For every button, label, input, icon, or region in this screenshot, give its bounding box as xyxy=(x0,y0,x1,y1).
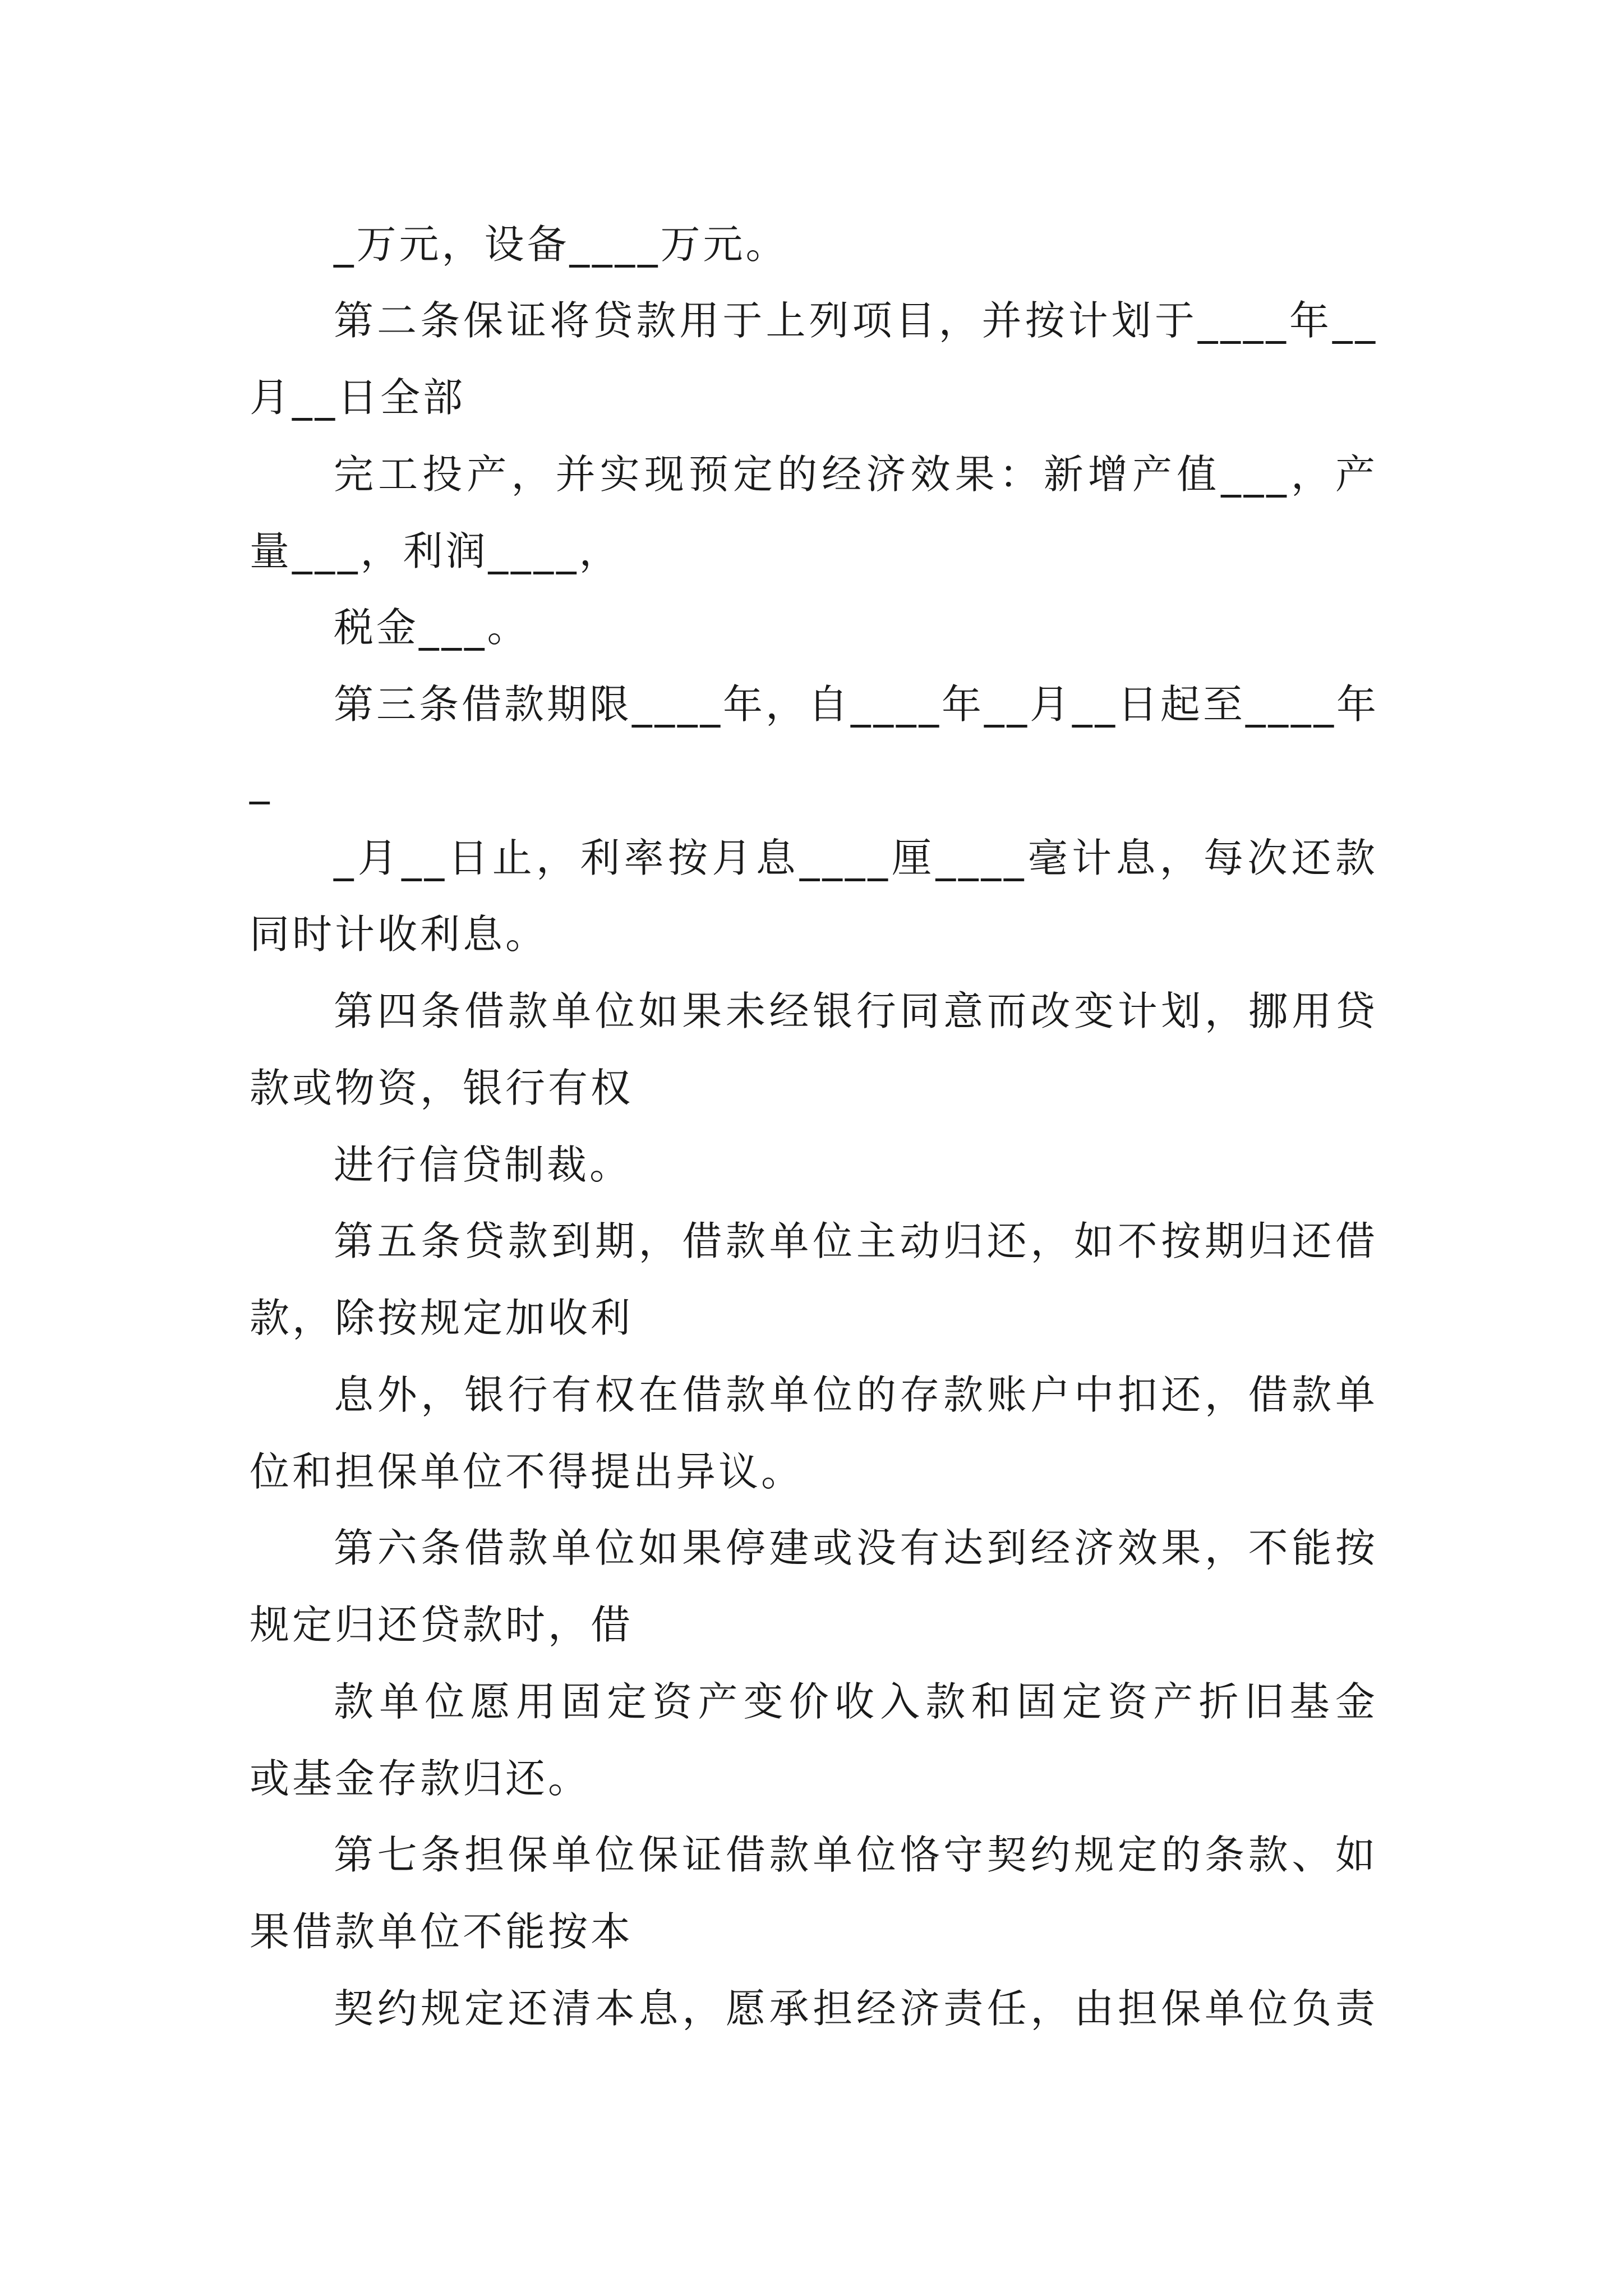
text-line-15: 款，除按规定加收利 xyxy=(250,1295,634,1341)
text-line-12: 款或物资，银行有权 xyxy=(250,1065,634,1111)
text-line-10: 同时计收利息。 xyxy=(250,911,548,958)
text-line-9: _月__日止，利率按月息____厘____毫计息，每次还款 xyxy=(334,835,1378,881)
text-line-21: 或基金存款归还。 xyxy=(250,1755,591,1802)
text-line-13: 进行信贷制裁。 xyxy=(334,1142,633,1188)
text-line-11: 第四条借款单位如果未经银行同意而改变计划，挪用贷 xyxy=(334,988,1378,1034)
text-line-1: _万元，设备____万元。 xyxy=(334,221,789,268)
text-line-3: 月__日全部 xyxy=(250,374,466,421)
text-line-7: 第三条借款期限____年，自____年__月__日起至____年 xyxy=(334,681,1380,728)
text-line-17: 位和担保单位不得提出异议。 xyxy=(250,1448,804,1495)
text-line-19: 规定归还贷款时，借 xyxy=(250,1602,634,1648)
text-line-4: 完工投产，并实现预定的经济效果：新增产值___，产 xyxy=(334,451,1378,498)
text-line-22: 第七条担保单位保证借款单位恪守契约规定的条款、如 xyxy=(334,1832,1378,1878)
text-line-2: 第二条保证将贷款用于上列项目，并按计划于____年__ xyxy=(334,297,1378,344)
text-line-14: 第五条贷款到期，借款单位主动归还，如不按期归还借 xyxy=(334,1218,1378,1264)
text-line-20: 款单位愿用固定资产变价收入款和固定资产折旧基金 xyxy=(334,1678,1378,1725)
text-line-8: _ xyxy=(250,758,273,804)
text-line-24: 契约规定还清本息，愿承担经济责任，由担保单位负责 xyxy=(334,1985,1378,2032)
text-line-5: 量___，利润____， xyxy=(250,528,622,574)
text-line-23: 果借款单位不能按本 xyxy=(250,1908,634,1955)
text-line-16: 息外，银行有权在借款单位的存款账户中扣还，借款单 xyxy=(334,1372,1378,1418)
text-line-6: 税金___。 xyxy=(334,604,530,651)
text-line-18: 第六条借款单位如果停建或没有达到经济效果，不能按 xyxy=(334,1525,1378,1571)
